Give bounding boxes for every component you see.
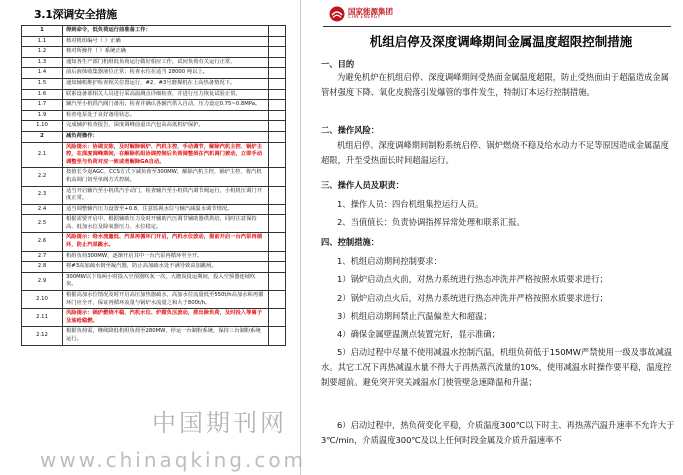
table-row bbox=[22, 142, 286, 168]
step-text: 风险提示：给水流量低、汽泵再循环门开启，汽机水位波动，提前开启一台汽泵再循环，防止汽泵跳水。 bbox=[63, 233, 269, 251]
table-row bbox=[22, 121, 286, 132]
table-row bbox=[22, 57, 286, 68]
step-number: 2.9 bbox=[22, 272, 63, 290]
step-text: 按值长令退AGC、CCS方式下减负荷至300MW，解除汽机主控，锅炉主控，将汽机机高调门切至单阀方式控制。 bbox=[63, 168, 269, 186]
step-text: 风险提示：协调友陈，及时解除锅炉、汽机主控，手动调节，解除汽机主控、锅炉主控，在深度调峰期间，在解除机组协调控制后负荷调整须在汽机调门被动，立即手动调整至与负荷对应一致或者解除GA自动。 bbox=[63, 142, 269, 168]
watermark-url: www.chinaqking.com bbox=[40, 448, 307, 472]
right-page bbox=[301, 0, 683, 475]
step-number: 2.11 bbox=[22, 309, 63, 327]
step-text: 适当调整辅汽压力设置至+0.8，注意监视水位与辅汽减温水调节情况。 bbox=[63, 204, 269, 215]
step-number: 1 bbox=[22, 26, 63, 37]
chn-energy-logo-icon bbox=[329, 6, 345, 22]
step-text: 适当开启辅汽至小机供汽手动门，检查辅汽至小机供汽调节阀运行，小机机压调门开度正常。 bbox=[63, 186, 269, 204]
step-number: 2.2 bbox=[22, 168, 63, 186]
step-text: 得到命令，低负荷运行前准备工作： bbox=[63, 26, 269, 37]
table-row bbox=[22, 262, 286, 273]
step-check-cell bbox=[269, 186, 286, 204]
step-check-cell bbox=[269, 272, 286, 290]
step-text: 风险提示：锅炉燃烧不稳、汽机水位、炉膛负压波动，排出除负荷，及时投入等离子及油枪稳燃。 bbox=[63, 309, 269, 327]
step-number: 2.1 bbox=[22, 142, 63, 168]
table-row bbox=[22, 78, 286, 89]
paragraph: 2）锅炉启动点火后，对热力系统进行热态冲洗并严格按照水质要求进行； bbox=[337, 293, 608, 303]
step-number: 1.9 bbox=[22, 110, 63, 121]
step-check-cell bbox=[269, 215, 286, 233]
step-check-cell bbox=[269, 204, 286, 215]
step-number: 1.3 bbox=[22, 57, 63, 68]
step-check-cell bbox=[269, 68, 286, 79]
step-text: 核对所操作（ ）系统正确 bbox=[63, 47, 269, 58]
step-check-cell bbox=[269, 251, 286, 262]
paragraph: 1、机组启动期间控制要求： bbox=[337, 256, 442, 266]
paragraph: 机组启停、深度调峰期间制粉系统启停、锅炉燃烧不稳及给水动力不足等原因造成金属温度超限，升至受热面长时间超温运行。 bbox=[321, 140, 669, 165]
step-text: 完成辅护检查报告，深度调峰前退出汽包高高低机炉保护。 bbox=[63, 121, 269, 132]
step-text: 辅汽至小机供汽阀门备用；检查并确认各辅汽供入自动，压力设定0.75~0.8MPa。 bbox=[63, 100, 269, 111]
step-check-cell bbox=[269, 291, 286, 309]
table-row bbox=[22, 68, 286, 79]
step-text: 将#3高加疏水倒至凝汽器，防止高加疏水处不满导致高加跳闸。 bbox=[63, 262, 269, 273]
section-heading: 四、控制措施： bbox=[321, 237, 380, 247]
table-row bbox=[22, 36, 286, 47]
table-row bbox=[22, 89, 286, 100]
step-number: 2.6 bbox=[22, 233, 63, 251]
step-number: 1.2 bbox=[22, 47, 63, 58]
table-row bbox=[22, 26, 286, 37]
step-check-cell bbox=[269, 110, 286, 121]
table-row bbox=[22, 291, 286, 309]
table-row bbox=[22, 204, 286, 215]
table-row bbox=[22, 47, 286, 58]
step-text: 机组负荷300MW，逐渐开启其中一台汽泵再循环至全开。 bbox=[63, 251, 269, 262]
table-row bbox=[22, 251, 286, 262]
header-rule bbox=[323, 26, 671, 27]
step-check-cell bbox=[269, 309, 286, 327]
table-row bbox=[22, 100, 286, 111]
logo-text-cn: 国家能源集团 bbox=[348, 7, 393, 16]
step-number: 2.4 bbox=[22, 204, 63, 215]
step-text: 通知辅机维护检查相关位置运行，#2、#3号磨煤机在上高热备情况下。 bbox=[63, 78, 269, 89]
step-check-cell bbox=[269, 26, 286, 37]
step-text: 联系设备部相关人员进行采高温测点详细检查，并进行压力恢复试验正常。 bbox=[63, 89, 269, 100]
step-text: 核对机组编号（ ）正确 bbox=[63, 36, 269, 47]
step-text: 根据负荷需，继续降低机组负荷至280MW，停运一台制粉系统，保持三台制粉系统运行。 bbox=[63, 327, 269, 345]
step-number: 1.4 bbox=[22, 68, 63, 79]
section-heading: 二、操作风险： bbox=[321, 125, 380, 135]
step-number: 1.1 bbox=[22, 36, 63, 47]
step-check-cell bbox=[269, 36, 286, 47]
section-heading: 三、操作人员及职责： bbox=[321, 180, 404, 190]
step-check-cell bbox=[269, 121, 286, 132]
step-number: 2.10 bbox=[22, 291, 63, 309]
step-check-cell bbox=[269, 89, 286, 100]
table-row bbox=[22, 110, 286, 121]
step-check-cell bbox=[269, 327, 286, 345]
paragraph: 为避免机炉在机组启停、深度调峰期间受热面金属温度超限，防止受热面由于超温造成金属管材强度下降、氧化皮脱落引发爆管的事件发生，特制订本运行控制措施。 bbox=[321, 72, 669, 97]
step-check-cell bbox=[269, 168, 286, 186]
paragraph: 3）机组启动期间禁止汽温偏差大和超温； bbox=[337, 311, 492, 321]
table-row bbox=[22, 215, 286, 233]
step-check-cell bbox=[269, 100, 286, 111]
step-text: 根据需要开启中、根据辅助压力及时开辅助汽压调节辅助器供供给，同时注意保持高、低加水位及除氧器压力、水位稳定。 bbox=[63, 215, 269, 233]
step-check-cell bbox=[269, 47, 286, 58]
step-number: 1.7 bbox=[22, 100, 63, 111]
table-row bbox=[22, 309, 286, 327]
paragraph: 6）启动过程中，热负荷变化平稳，介质温度300℃以下时主、再热蒸汽温升速率不允许大于3℃/min，介质温度300℃及以上任何时段金属及介质升温速率不 bbox=[321, 420, 675, 445]
step-number: 1.10 bbox=[22, 121, 63, 132]
step-text: 前后液体收集器液位正常；检查水位在适当 28000 吨以上。 bbox=[63, 68, 269, 79]
step-check-cell bbox=[269, 131, 286, 142]
safety-steps-table bbox=[21, 25, 286, 346]
watermark-cn: 中国期刊网 bbox=[152, 409, 287, 437]
step-check-cell bbox=[269, 142, 286, 168]
step-text: 300MW以下每两小时投入空预器吹灰一次，大磨炭投运期间，投入空预器连续吹灰。 bbox=[63, 272, 269, 290]
table-row bbox=[22, 131, 286, 142]
step-text: 通知各生产部门机组低负荷运行做好相应工作，试问负荷有关运行正常， bbox=[63, 57, 269, 68]
section-heading: 一、目的 bbox=[321, 59, 355, 69]
step-text: 减负荷操作： bbox=[63, 131, 269, 142]
logo-text-en: CHN ENERGY bbox=[348, 15, 381, 20]
step-number: 2.7 bbox=[22, 251, 63, 262]
step-check-cell bbox=[269, 233, 286, 251]
step-number: 2 bbox=[22, 131, 63, 142]
step-number: 1.5 bbox=[22, 78, 63, 89]
paragraph: 4）确保金属壁温测点装置完好，显示准确； bbox=[337, 329, 500, 339]
paragraph: 1）锅炉启动点火前，对热力系统进行热态冲洗并严格按照水质要求进行； bbox=[337, 274, 608, 284]
paragraph: 2、当值值长：负责协调指挥异常处理和联系汇报。 bbox=[337, 217, 525, 227]
step-text: 根据高加水位情况及时开启高压加热器疏水，高加水位流量低至550t/h高加水和再循环门应全开，保证再循环流量与锅炉水流量之和大于800t/h。 bbox=[63, 291, 269, 309]
paragraph: 1、操作人员：四台机组集控运行人员。 bbox=[337, 199, 484, 209]
table-row bbox=[22, 327, 286, 345]
step-check-cell bbox=[269, 262, 286, 273]
step-number: 1.6 bbox=[22, 89, 63, 100]
table-row bbox=[22, 272, 286, 290]
step-check-cell bbox=[269, 57, 286, 68]
step-number: 2.5 bbox=[22, 215, 63, 233]
table-row bbox=[22, 168, 286, 186]
step-number: 2.3 bbox=[22, 186, 63, 204]
step-number: 2.8 bbox=[22, 262, 63, 273]
step-number: 2.12 bbox=[22, 327, 63, 345]
table-row bbox=[22, 186, 286, 204]
table-row bbox=[22, 233, 286, 251]
step-check-cell bbox=[269, 78, 286, 89]
step-text: 检查电泵处于良好备用状态。 bbox=[63, 110, 269, 121]
document-title: 机组启停及深度调峰期间金属温度超限控制措施 bbox=[369, 34, 633, 49]
section-title: 3.1深调安全措施 bbox=[34, 8, 117, 21]
paragraph: 5）启动过程中尽量不使用减温水控制汽温，机组负荷低于150MW严禁使用一级及事故减温水。其它工况下再热减温水量不得大于再热蒸汽流量的10%，使用减温水时操作要平稳，温度控制要超前。避免突开突关减温水门使管壁急速降温和升温； bbox=[321, 347, 673, 387]
